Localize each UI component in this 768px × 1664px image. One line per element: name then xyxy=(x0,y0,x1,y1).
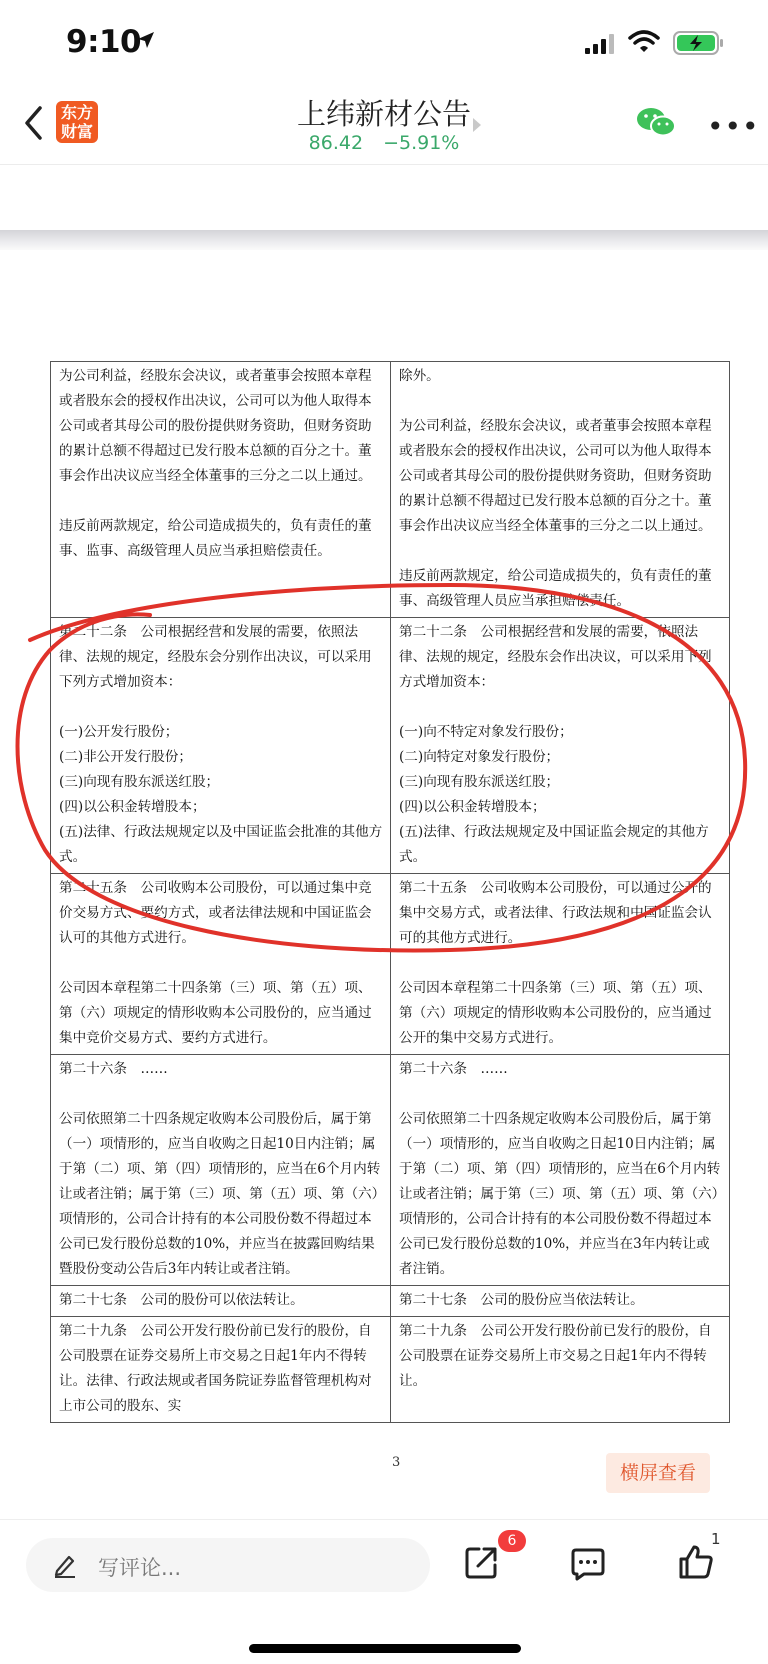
landscape-view-button[interactable]: 横屏查看 xyxy=(606,1453,710,1493)
app-logo[interactable]: 东方财富 xyxy=(56,101,98,143)
comments-icon[interactable] xyxy=(570,1546,606,1582)
home-indicator[interactable] xyxy=(249,1644,521,1653)
wifi-icon xyxy=(628,30,660,54)
like-count: 1 xyxy=(711,1530,721,1548)
share-icon[interactable] xyxy=(464,1544,500,1580)
status-bar xyxy=(0,0,768,86)
table-cell-new: 第二十七条 公司的股份应当依法转让。 xyxy=(390,1286,729,1316)
table-cell-new: 第二十九条 公司公开发行股份前已发行的股份，自公司股票在证券交易所上市交易之日起1年内不得转让。 xyxy=(390,1317,729,1422)
page-separator xyxy=(0,230,768,250)
page-title: 上纬新材公告 xyxy=(296,97,471,131)
table-cell-new: 第二十五条 公司收购本公司股份，可以通过公开的集中交易方式，或者法律、行政法规和中国证监会认可的其他方式进行。 公司因本章程第二十四条第（三）项、第（五）项、第（六）项规定的情形收购本公司股份的，应当通过公开的集中交易方式进行。 xyxy=(390,874,729,1054)
table-cell-new: 除外。 为公司利益，经股东会决议，或者董事会按照本章程或者股东会的授权作出决议，公司可以为他人取得本公司或者其母公司的股份提供财务资助，但财务资助的累计总额不得超过已发行股本总额的百分之十。董事会作出决议应当经全体董事的三分之二以上通过。 违反前两款规定，给公司造成损失的，负有责任的董事、高级管理人员应当承担赔偿责任。 xyxy=(390,362,729,617)
table-cell-old: 第二十五条 公司收购本公司股份，可以通过集中竞价交易方式、要约方式，或者法律法规和中国证监会认可的其他方式进行。 公司因本章程第二十四条第（三）项、第（五）项、第（六）项规定的情形收购本公司股份的，应当通过集中竞价交易方式、要约方式进行。 xyxy=(59,880,372,1046)
title-arrow-icon[interactable] xyxy=(473,118,481,132)
stock-price: 86.42 xyxy=(308,132,364,154)
table-cell-new: 第二十六条 …… 公司依照第二十四条规定收购本公司股份后，属于第（一）项情形的，应当自收购之日起10日内注销；属于第（二）项、第（四）项情形的，应当在6个月内转让或者注销；属于第（三）项、第（五）项、第（六）项情形的，公司合计持有的本公司股份数不得超过本公司已发行股份总数的10%，并应当在3年内转让或者注销。 xyxy=(390,1055,729,1285)
more-menu-icon[interactable]: ••• xyxy=(707,110,760,143)
bottom-bar xyxy=(0,1519,768,1664)
table-cell-old: 第二十九条 公司公开发行股份前已发行的股份，自公司股票在证券交易所上市交易之日起1年内不得转让。法律、行政法规或者国务院证券监督管理机构对上市公司的股东、实 xyxy=(59,1323,372,1414)
cellular-signal-icon xyxy=(585,34,617,54)
page-number: 3 xyxy=(392,1455,401,1470)
table-row xyxy=(51,1285,729,1316)
nav-header xyxy=(0,86,768,165)
share-count-badge: 6 xyxy=(498,1530,526,1552)
battery-charging-icon xyxy=(673,30,725,56)
stock-change: −5.91% xyxy=(383,132,460,154)
comment-input[interactable] xyxy=(26,1538,430,1592)
wechat-share-icon[interactable] xyxy=(636,106,676,138)
thumbs-up-icon[interactable] xyxy=(678,1544,714,1580)
table-cell-old: 为公司利益，经股东会决议，或者董事会按照本章程或者股东会的授权作出决议，公司可以为他人取得本公司或者其母公司的股份提供财务资助，但财务资助的累计总额不得超过已发行股本总额的百分之十。董事会作出决议应当经全体董事的三分之二以上通过。 违反前两款规定，给公司造成损失的，负有责任的董事、监事、高级管理人员应当承担赔偿责任。 xyxy=(59,368,372,559)
announcement-table xyxy=(50,361,730,1423)
table-row xyxy=(51,1316,729,1422)
location-arrow-icon xyxy=(136,30,156,50)
table-row xyxy=(51,362,729,617)
table-cell-old: 第二十六条 …… 公司依照第二十四条规定收购本公司股份后，属于第（一）项情形的，应当自收购之日起10日内注销；属于第（二）项、第（四）项情形的，应当在6个月内转让或者注销；属于第（三）项、第（五）项、第（六）项情形的，公司合计持有的本公司股份数不得超过本公司已发行股份总数的10%，并应当在披露回购结果暨股份变动公告后3年内转让或者注销。 xyxy=(59,1061,381,1277)
table-cell-old: 第二十七条 公司的股份可以依法转让。 xyxy=(59,1292,304,1308)
comment-placeholder: 写评论... xyxy=(98,1556,182,1580)
table-cell-old: 第二十二条 公司根据经营和发展的需要，依照法律、法规的规定，经股东会分别作出决议，可以采用下列方式增加资本： (一)公开发行股份； (二)非公开发行股份； (三)向现有股东派送红股； (四)以公积金转增股本； (五)法律、行政法规规定以及中国证监会批准的其他方式。 xyxy=(59,624,383,865)
table-row xyxy=(51,873,729,1054)
status-time: 9:10 xyxy=(66,24,142,60)
table-cell-new: 第二十二条 公司根据经营和发展的需要，依照法律、法规的规定，经股东会作出决议，可以采用下列方式增加资本： (一)向不特定对象发行股份； (二)向特定对象发行股份； (三)向现有股东派送红股； (四)以公积金转增股本； (五)法律、行政法规规定及中国证监会规定的其他方式。 xyxy=(390,618,729,873)
table-row xyxy=(51,1054,729,1285)
pencil-icon xyxy=(52,1552,78,1578)
table-row xyxy=(51,617,729,873)
